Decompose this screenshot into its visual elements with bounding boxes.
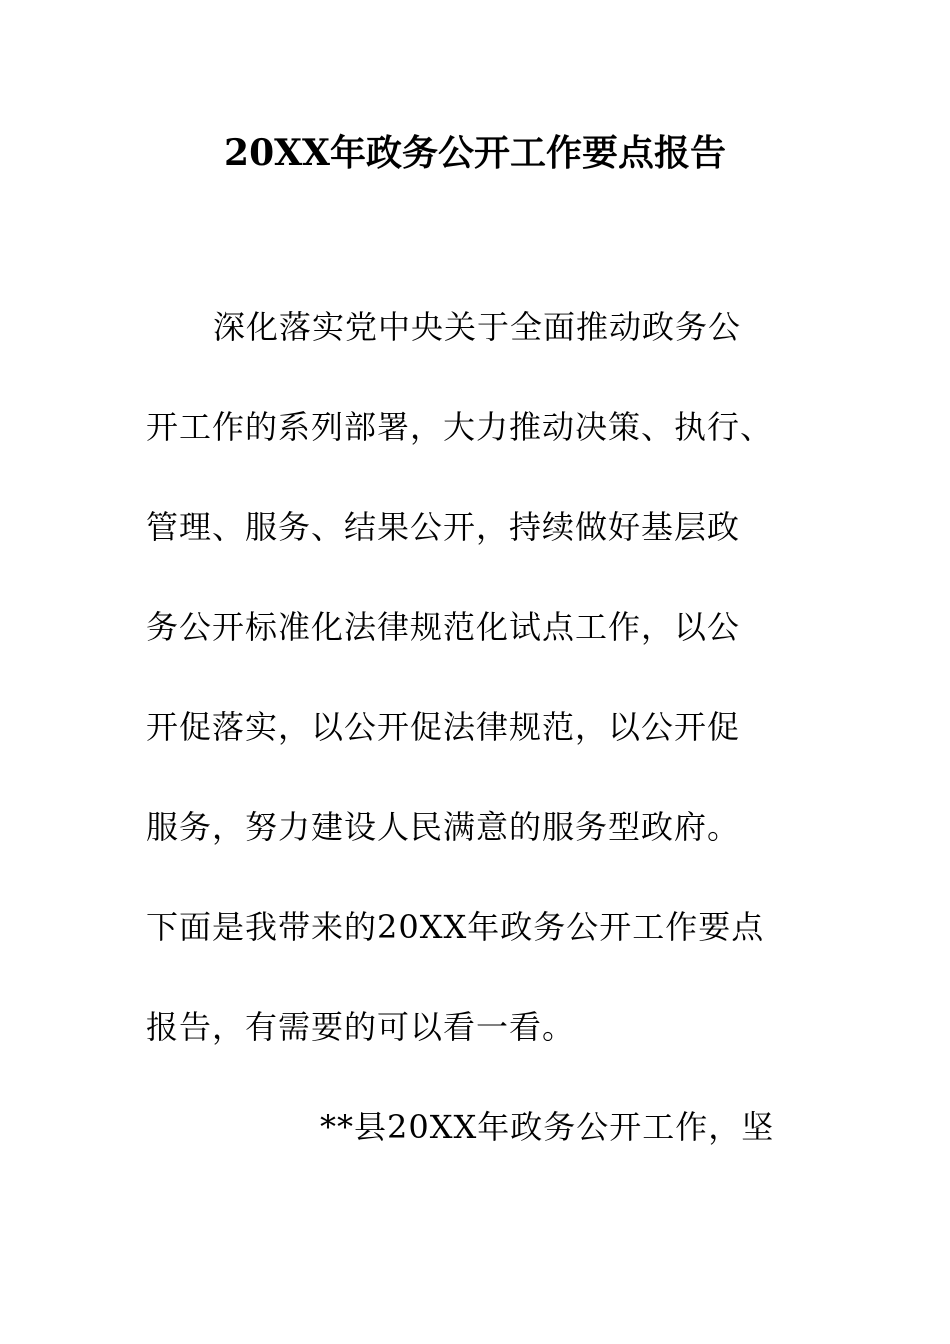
paragraph-line: 管理、服务、结果公开，持续做好基层政 (146, 508, 741, 546)
paragraph-line: 务公开标准化法律规范化试点工作，以公 (146, 608, 741, 646)
document-title: 20XX年政务公开工作要点报告 (224, 132, 726, 174)
paragraph-line: 报告，有需要的可以看一看。 (146, 1008, 576, 1046)
paragraph-line: **县20XX年政务公开工作，坚 (320, 1108, 775, 1146)
paragraph-line: 深化落实党中央关于全面推动政务公 (213, 308, 742, 346)
paragraph-line: 开工作的系列部署，大力推动决策、执行、 (146, 408, 774, 446)
paragraph-line: 下面是我带来的20XX年政务公开工作要点 (146, 908, 765, 946)
paragraph-line: 开促落实，以公开促法律规范，以公开促 (146, 708, 741, 746)
paragraph-line: 服务，努力建设人民满意的服务型政府。 (146, 808, 741, 846)
